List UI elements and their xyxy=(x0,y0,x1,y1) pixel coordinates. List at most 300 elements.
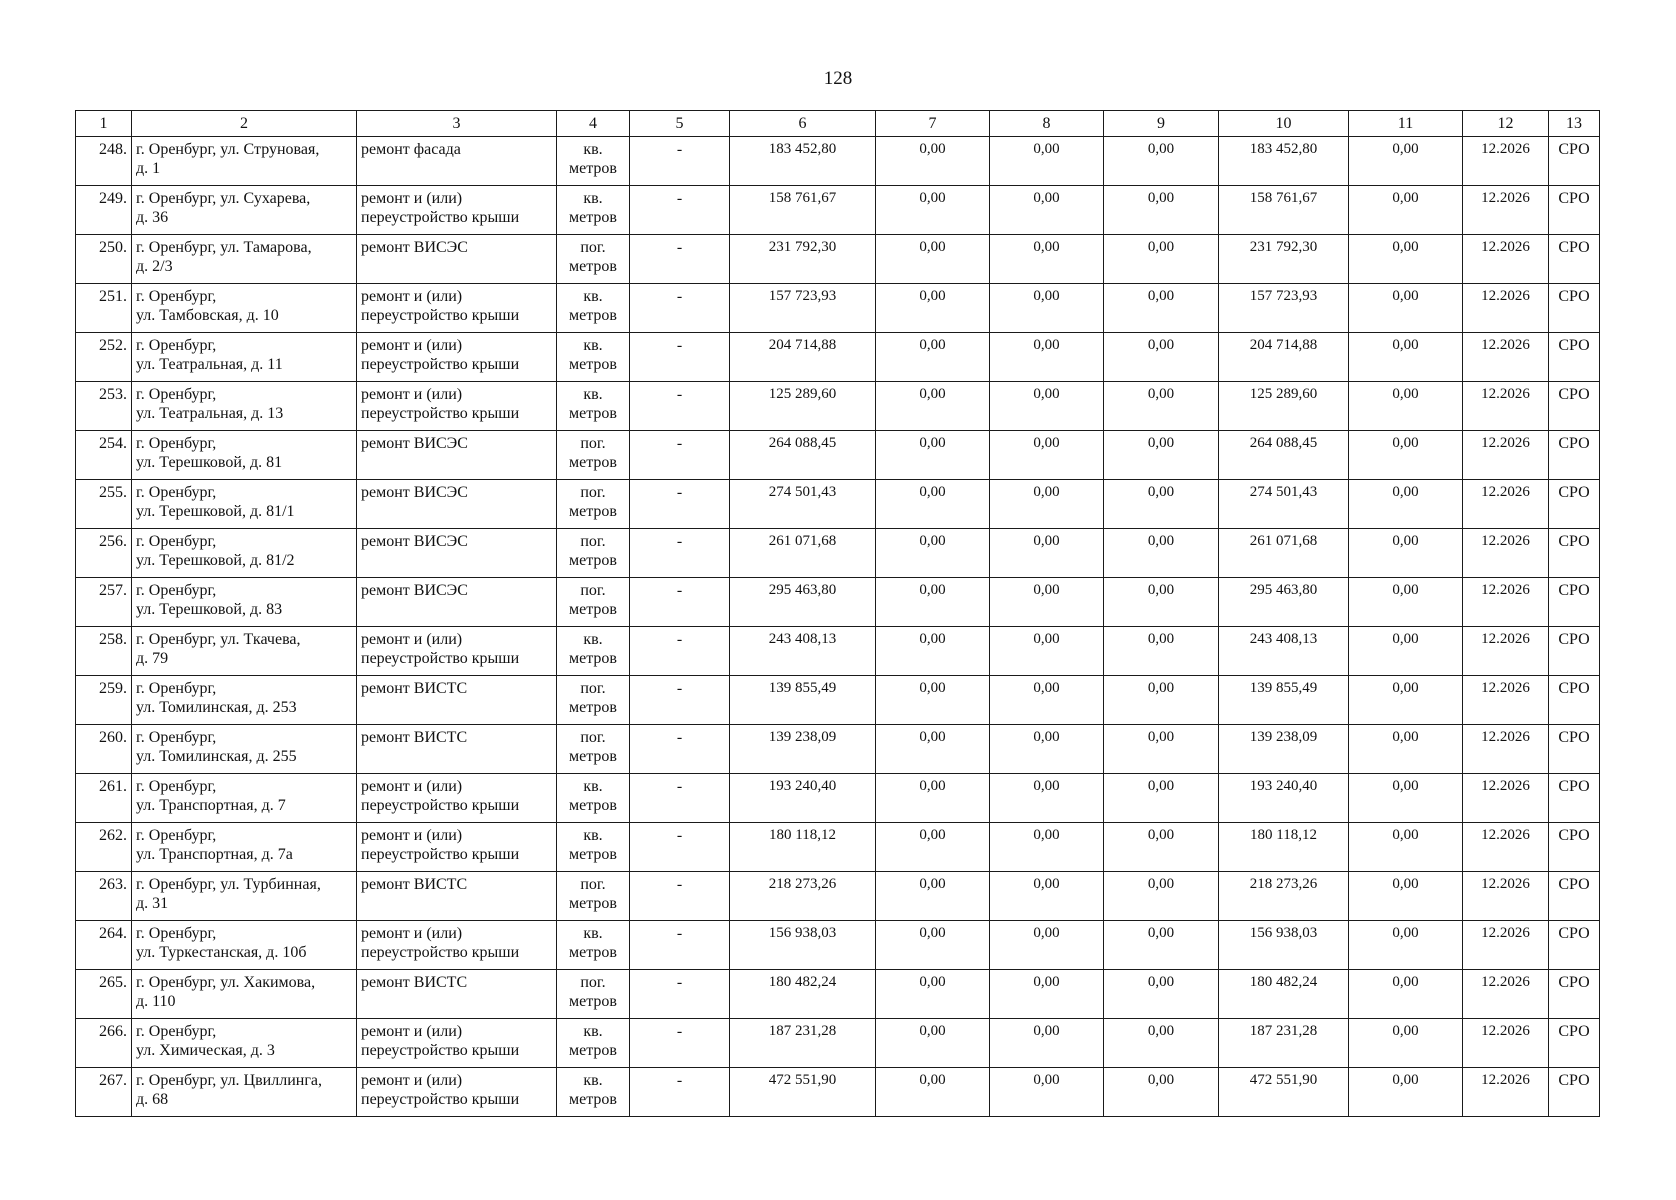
column-7-cell xyxy=(876,480,990,529)
column-10-cell-text: 139 855,49 xyxy=(1249,680,1318,696)
unit-cell-text: кв. метров xyxy=(569,337,617,373)
row-number-text: 264. xyxy=(99,925,127,942)
column-7-cell-text: 0,00 xyxy=(919,729,946,745)
completion-date-cell xyxy=(1463,284,1549,333)
contractor-cell-text: СРО xyxy=(1558,386,1590,403)
column-7-cell-text: 0,00 xyxy=(919,435,946,451)
address-cell-text: г. Оренбург, ул. Театральная, д. 11 xyxy=(136,337,283,373)
column-5-cell-text: - xyxy=(676,582,683,599)
address-cell-text: г. Оренбург, ул. Ткачева, д. 79 xyxy=(136,631,301,667)
column-9-cell xyxy=(1104,970,1219,1019)
total-cost-cell xyxy=(730,137,876,186)
column-10-cell xyxy=(1219,627,1349,676)
column-10-cell xyxy=(1219,970,1349,1019)
column-10-cell-text: 180 482,24 xyxy=(1249,974,1318,990)
column-9-cell-text: 0,00 xyxy=(1147,484,1175,500)
column-8-cell xyxy=(990,823,1104,872)
contractor-cell xyxy=(1549,333,1600,382)
total-cost-cell-text: 158 761,67 xyxy=(768,190,837,206)
column-8-cell-text: 0,00 xyxy=(1033,827,1060,843)
column-7-cell xyxy=(876,578,990,627)
column-5-cell-text: - xyxy=(676,1072,683,1089)
column-header: 13 xyxy=(1549,111,1600,137)
column-5-cell xyxy=(630,431,730,480)
column-10-cell xyxy=(1219,725,1349,774)
completion-date-cell xyxy=(1463,774,1549,823)
address-cell-text: г. Оренбург, ул. Терешковой, д. 81 xyxy=(136,435,283,471)
address-cell xyxy=(132,480,357,529)
unit-cell xyxy=(557,1019,630,1068)
column-10-cell-text: 139 238,09 xyxy=(1249,729,1318,745)
column-9-cell-text: 0,00 xyxy=(1147,337,1175,353)
total-cost-cell xyxy=(730,529,876,578)
column-9-cell-text: 0,00 xyxy=(1147,582,1175,598)
unit-cell xyxy=(557,480,630,529)
completion-date-cell xyxy=(1463,1068,1549,1117)
column-9-cell-text: 0,00 xyxy=(1147,925,1175,941)
column-7-cell xyxy=(876,382,990,431)
column-11-cell-text: 0,00 xyxy=(1392,533,1419,549)
row-number xyxy=(76,970,132,1019)
column-11-cell-text: 0,00 xyxy=(1392,239,1419,255)
work-type-cell-text: ремонт и (или) переустройство крыши xyxy=(361,1023,520,1059)
column-9-cell xyxy=(1104,921,1219,970)
unit-cell xyxy=(557,676,630,725)
address-cell xyxy=(132,921,357,970)
table-row xyxy=(76,676,1600,725)
unit-cell xyxy=(557,431,630,480)
unit-cell-text: кв. метров xyxy=(569,288,617,324)
column-10-cell-text: 157 723,93 xyxy=(1249,288,1318,304)
address-cell-text: г. Оренбург, ул. Химическая, д. 3 xyxy=(136,1023,275,1059)
contractor-cell-text: СРО xyxy=(1558,190,1590,207)
completion-date-cell xyxy=(1463,578,1549,627)
column-11-cell xyxy=(1349,872,1463,921)
unit-cell xyxy=(557,823,630,872)
completion-date-cell xyxy=(1463,725,1549,774)
address-cell xyxy=(132,970,357,1019)
column-10-cell-text: 472 551,90 xyxy=(1249,1072,1318,1088)
work-type-cell-text: ремонт и (или) переустройство крыши xyxy=(361,778,520,814)
column-11-cell-text: 0,00 xyxy=(1392,974,1419,990)
column-8-cell xyxy=(990,235,1104,284)
column-9-cell-text: 0,00 xyxy=(1147,141,1175,157)
row-number xyxy=(76,529,132,578)
column-5-cell-text: - xyxy=(676,729,683,746)
address-cell-text: г. Оренбург, ул. Транспортная, д. 7а xyxy=(136,827,293,863)
address-cell-text: г. Оренбург, ул. Тамарова, д. 2/3 xyxy=(136,239,312,275)
completion-date-cell xyxy=(1463,480,1549,529)
completion-date-cell xyxy=(1463,333,1549,382)
completion-date-cell-text: 12.2026 xyxy=(1481,533,1530,549)
work-type-cell xyxy=(357,725,557,774)
column-10-cell-text: 156 938,03 xyxy=(1249,925,1318,941)
column-5-cell-text: - xyxy=(676,1023,683,1040)
total-cost-cell xyxy=(730,774,876,823)
unit-cell-text: пог. метров xyxy=(569,729,617,765)
column-10-cell-text: 295 463,80 xyxy=(1249,582,1318,598)
column-11-cell xyxy=(1349,970,1463,1019)
address-cell-text: г. Оренбург, ул. Транспортная, д. 7 xyxy=(136,778,286,814)
column-5-cell xyxy=(630,627,730,676)
contractor-cell-text: СРО xyxy=(1558,631,1590,648)
row-number-text: 248. xyxy=(99,141,127,158)
column-9-cell-text: 0,00 xyxy=(1147,778,1175,794)
column-11-cell xyxy=(1349,186,1463,235)
row-number-text: 261. xyxy=(99,778,127,795)
column-8-cell xyxy=(990,480,1104,529)
unit-cell xyxy=(557,627,630,676)
address-cell-text: г. Оренбург, ул. Терешковой, д. 81/1 xyxy=(136,484,295,520)
work-type-cell-text: ремонт фасада xyxy=(361,141,461,158)
column-11-cell xyxy=(1349,921,1463,970)
total-cost-cell-text: 187 231,28 xyxy=(768,1023,837,1039)
column-11-cell xyxy=(1349,333,1463,382)
header-row xyxy=(76,111,1600,137)
row-number-text: 255. xyxy=(99,484,127,501)
column-5-cell xyxy=(630,725,730,774)
unit-cell xyxy=(557,333,630,382)
work-type-cell xyxy=(357,921,557,970)
column-10-cell-text: 180 118,12 xyxy=(1250,827,1317,843)
contractor-cell xyxy=(1549,431,1600,480)
row-number-text: 262. xyxy=(99,827,127,844)
address-cell-text: г. Оренбург, ул. Томилинская, д. 255 xyxy=(136,729,297,765)
row-number xyxy=(76,333,132,382)
column-10-cell xyxy=(1219,480,1349,529)
column-header: 5 xyxy=(630,111,730,137)
row-number xyxy=(76,774,132,823)
column-8-cell-text: 0,00 xyxy=(1033,582,1060,598)
table-row xyxy=(76,382,1600,431)
unit-cell xyxy=(557,186,630,235)
row-number-text: 253. xyxy=(99,386,127,403)
completion-date-cell xyxy=(1463,970,1549,1019)
unit-cell-text: кв. метров xyxy=(569,778,617,814)
column-10-cell-text: 218 273,26 xyxy=(1249,876,1318,892)
column-7-cell-text: 0,00 xyxy=(919,141,946,157)
address-cell xyxy=(132,872,357,921)
column-5-cell xyxy=(630,823,730,872)
row-number xyxy=(76,1068,132,1117)
contractor-cell xyxy=(1549,774,1600,823)
column-8-cell-text: 0,00 xyxy=(1033,778,1060,794)
row-number xyxy=(76,921,132,970)
table-row xyxy=(76,578,1600,627)
unit-cell xyxy=(557,382,630,431)
unit-cell xyxy=(557,774,630,823)
column-11-cell-text: 0,00 xyxy=(1392,484,1419,500)
column-10-cell-text: 125 289,60 xyxy=(1249,386,1318,402)
address-cell-text: г. Оренбург, ул. Туркестанская, д. 10б xyxy=(136,925,307,961)
address-cell-text: г. Оренбург, ул. Терешковой, д. 81/2 xyxy=(136,533,295,569)
row-number-text: 256. xyxy=(99,533,127,550)
total-cost-cell xyxy=(730,382,876,431)
contractor-cell-text: СРО xyxy=(1558,582,1590,599)
contractor-cell xyxy=(1549,725,1600,774)
unit-cell-text: кв. метров xyxy=(569,827,617,863)
column-9-cell xyxy=(1104,480,1219,529)
column-header: 7 xyxy=(876,111,990,137)
total-cost-cell-text: 180 118,12 xyxy=(769,827,836,843)
column-7-cell-text: 0,00 xyxy=(919,190,946,206)
row-number xyxy=(76,186,132,235)
column-5-cell xyxy=(630,235,730,284)
address-cell-text: г. Оренбург, ул. Театральная, д. 13 xyxy=(136,386,284,422)
work-type-cell xyxy=(357,823,557,872)
contractor-cell xyxy=(1549,382,1600,431)
contractor-cell xyxy=(1549,480,1600,529)
column-9-cell xyxy=(1104,627,1219,676)
column-10-cell-text: 274 501,43 xyxy=(1249,484,1318,500)
contractor-cell xyxy=(1549,823,1600,872)
total-cost-cell xyxy=(730,921,876,970)
column-7-cell xyxy=(876,1068,990,1117)
column-7-cell xyxy=(876,529,990,578)
unit-cell xyxy=(557,578,630,627)
column-5-cell-text: - xyxy=(676,288,683,305)
total-cost-cell xyxy=(730,431,876,480)
column-9-cell xyxy=(1104,774,1219,823)
column-10-cell xyxy=(1219,1019,1349,1068)
column-10-cell-text: 158 761,67 xyxy=(1249,190,1318,206)
column-9-cell xyxy=(1104,382,1219,431)
address-cell xyxy=(132,186,357,235)
completion-date-cell-text: 12.2026 xyxy=(1481,337,1530,353)
column-11-cell-text: 0,00 xyxy=(1392,386,1419,402)
completion-date-cell-text: 12.2026 xyxy=(1481,1072,1530,1088)
column-9-cell-text: 0,00 xyxy=(1147,974,1175,990)
row-number-text: 257. xyxy=(99,582,127,599)
column-5-cell-text: - xyxy=(676,239,683,256)
row-number-text: 265. xyxy=(99,974,127,991)
total-cost-cell-text: 243 408,13 xyxy=(768,631,837,647)
column-11-cell-text: 0,00 xyxy=(1392,435,1419,451)
contractor-cell-text: СРО xyxy=(1558,974,1590,991)
unit-cell xyxy=(557,235,630,284)
column-5-cell xyxy=(630,480,730,529)
column-5-cell-text: - xyxy=(676,141,683,158)
column-11-cell xyxy=(1349,1019,1463,1068)
column-9-cell-text: 0,00 xyxy=(1147,1072,1175,1088)
unit-cell-text: кв. метров xyxy=(569,925,617,961)
page-number: 128 xyxy=(823,68,853,89)
address-cell-text: г. Оренбург, ул. Тамбовская, д. 10 xyxy=(136,288,279,324)
column-8-cell xyxy=(990,676,1104,725)
column-8-cell xyxy=(990,872,1104,921)
contractor-cell-text: СРО xyxy=(1558,680,1590,697)
work-type-cell-text: ремонт и (или) переустройство крыши xyxy=(361,827,520,863)
total-cost-cell xyxy=(730,970,876,1019)
column-10-cell xyxy=(1219,431,1349,480)
column-5-cell xyxy=(630,578,730,627)
unit-cell xyxy=(557,284,630,333)
contractor-cell-text: СРО xyxy=(1558,876,1590,893)
table-body xyxy=(76,137,1600,1117)
column-8-cell xyxy=(990,578,1104,627)
address-cell xyxy=(132,823,357,872)
contractor-cell-text: СРО xyxy=(1558,925,1590,942)
column-7-cell-text: 0,00 xyxy=(919,239,946,255)
contractor-cell-text: СРО xyxy=(1558,337,1590,354)
address-cell-text: г. Оренбург, ул. Сухарева, д. 36 xyxy=(136,190,311,226)
column-11-cell xyxy=(1349,676,1463,725)
contractor-cell xyxy=(1549,235,1600,284)
column-10-cell xyxy=(1219,578,1349,627)
total-cost-cell xyxy=(730,872,876,921)
column-10-cell xyxy=(1219,284,1349,333)
column-11-cell-text: 0,00 xyxy=(1392,288,1419,304)
completion-date-cell-text: 12.2026 xyxy=(1481,484,1530,500)
column-9-cell-text: 0,00 xyxy=(1147,827,1175,843)
column-5-cell-text: - xyxy=(676,631,683,648)
column-7-cell xyxy=(876,137,990,186)
column-10-cell-text: 231 792,30 xyxy=(1249,239,1318,255)
column-9-cell xyxy=(1104,823,1219,872)
column-9-cell-text: 0,00 xyxy=(1147,386,1175,402)
unit-cell-text: пог. метров xyxy=(569,974,617,1010)
work-type-cell xyxy=(357,578,557,627)
column-8-cell-text: 0,00 xyxy=(1033,337,1060,353)
column-8-cell-text: 0,00 xyxy=(1033,1072,1060,1088)
column-11-cell-text: 0,00 xyxy=(1392,141,1419,157)
column-7-cell xyxy=(876,921,990,970)
column-11-cell-text: 0,00 xyxy=(1392,680,1419,696)
row-number-text: 259. xyxy=(99,680,127,697)
work-type-cell xyxy=(357,676,557,725)
total-cost-cell-text: 231 792,30 xyxy=(768,239,837,255)
column-11-cell-text: 0,00 xyxy=(1392,1072,1419,1088)
column-5-cell xyxy=(630,137,730,186)
contractor-cell xyxy=(1549,627,1600,676)
column-9-cell-text: 0,00 xyxy=(1147,190,1175,206)
column-10-cell xyxy=(1219,823,1349,872)
total-cost-cell-text: 139 238,09 xyxy=(768,729,837,745)
row-number xyxy=(76,235,132,284)
contractor-cell xyxy=(1549,1019,1600,1068)
table-row xyxy=(76,431,1600,480)
column-5-cell xyxy=(630,970,730,1019)
column-7-cell-text: 0,00 xyxy=(919,925,946,941)
address-cell xyxy=(132,284,357,333)
work-type-cell xyxy=(357,284,557,333)
total-cost-cell xyxy=(730,676,876,725)
column-7-cell xyxy=(876,676,990,725)
column-8-cell xyxy=(990,725,1104,774)
contractor-cell-text: СРО xyxy=(1558,239,1590,256)
unit-cell-text: кв. метров xyxy=(569,631,617,667)
unit-cell-text: кв. метров xyxy=(569,190,617,226)
column-5-cell-text: - xyxy=(676,827,683,844)
contractor-cell-text: СРО xyxy=(1558,435,1590,452)
column-header: 1 xyxy=(76,111,132,137)
work-type-cell-text: ремонт ВИСЭС xyxy=(361,239,468,256)
column-8-cell xyxy=(990,921,1104,970)
column-11-cell xyxy=(1349,382,1463,431)
row-number-text: 266. xyxy=(99,1023,127,1040)
address-cell xyxy=(132,578,357,627)
unit-cell-text: пог. метров xyxy=(569,239,617,275)
contractor-cell xyxy=(1549,921,1600,970)
column-7-cell xyxy=(876,872,990,921)
completion-date-cell xyxy=(1463,186,1549,235)
column-10-cell xyxy=(1219,1068,1349,1117)
row-number-text: 254. xyxy=(99,435,127,452)
column-8-cell-text: 0,00 xyxy=(1033,141,1060,157)
column-9-cell xyxy=(1104,333,1219,382)
total-cost-cell xyxy=(730,823,876,872)
work-type-cell-text: ремонт и (или) переустройство крыши xyxy=(361,386,520,422)
column-5-cell xyxy=(630,284,730,333)
column-7-cell xyxy=(876,970,990,1019)
total-cost-cell-text: 139 855,49 xyxy=(768,680,837,696)
completion-date-cell-text: 12.2026 xyxy=(1481,827,1530,843)
table-row xyxy=(76,529,1600,578)
contractor-cell-text: СРО xyxy=(1558,1072,1590,1089)
column-5-cell-text: - xyxy=(676,778,683,795)
column-9-cell xyxy=(1104,284,1219,333)
completion-date-cell xyxy=(1463,676,1549,725)
column-9-cell xyxy=(1104,578,1219,627)
unit-cell-text: пог. метров xyxy=(569,582,617,618)
column-7-cell-text: 0,00 xyxy=(919,974,946,990)
column-9-cell-text: 0,00 xyxy=(1147,288,1175,304)
table-header xyxy=(76,111,1600,137)
table-row xyxy=(76,137,1600,186)
column-8-cell-text: 0,00 xyxy=(1033,925,1060,941)
total-cost-cell xyxy=(730,1068,876,1117)
row-number xyxy=(76,137,132,186)
column-7-cell-text: 0,00 xyxy=(919,876,946,892)
column-7-cell-text: 0,00 xyxy=(919,778,946,794)
table-row xyxy=(76,627,1600,676)
work-type-cell-text: ремонт ВИСЭС xyxy=(361,533,468,550)
row-number xyxy=(76,872,132,921)
row-number-text: 260. xyxy=(99,729,127,746)
column-header: 6 xyxy=(730,111,876,137)
unit-cell xyxy=(557,970,630,1019)
contractor-cell-text: СРО xyxy=(1558,827,1590,844)
column-10-cell xyxy=(1219,872,1349,921)
completion-date-cell xyxy=(1463,235,1549,284)
column-9-cell xyxy=(1104,872,1219,921)
column-7-cell xyxy=(876,235,990,284)
column-7-cell xyxy=(876,823,990,872)
address-cell xyxy=(132,137,357,186)
work-type-cell xyxy=(357,186,557,235)
column-8-cell xyxy=(990,137,1104,186)
column-10-cell-text: 264 088,45 xyxy=(1249,435,1318,451)
total-cost-cell xyxy=(730,1019,876,1068)
table-row xyxy=(76,921,1600,970)
table-row xyxy=(76,1068,1600,1117)
contractor-cell xyxy=(1549,1068,1600,1117)
column-9-cell-text: 0,00 xyxy=(1147,239,1175,255)
column-8-cell xyxy=(990,627,1104,676)
column-8-cell xyxy=(990,529,1104,578)
completion-date-cell xyxy=(1463,431,1549,480)
column-7-cell-text: 0,00 xyxy=(919,288,946,304)
column-5-cell-text: - xyxy=(676,435,683,452)
work-type-cell xyxy=(357,872,557,921)
column-5-cell-text: - xyxy=(676,974,683,991)
work-type-cell xyxy=(357,529,557,578)
column-10-cell xyxy=(1219,921,1349,970)
column-8-cell-text: 0,00 xyxy=(1033,435,1060,451)
address-cell-text: г. Оренбург, ул. Томилинская, д. 253 xyxy=(136,680,297,716)
contractor-cell xyxy=(1549,137,1600,186)
column-11-cell xyxy=(1349,578,1463,627)
